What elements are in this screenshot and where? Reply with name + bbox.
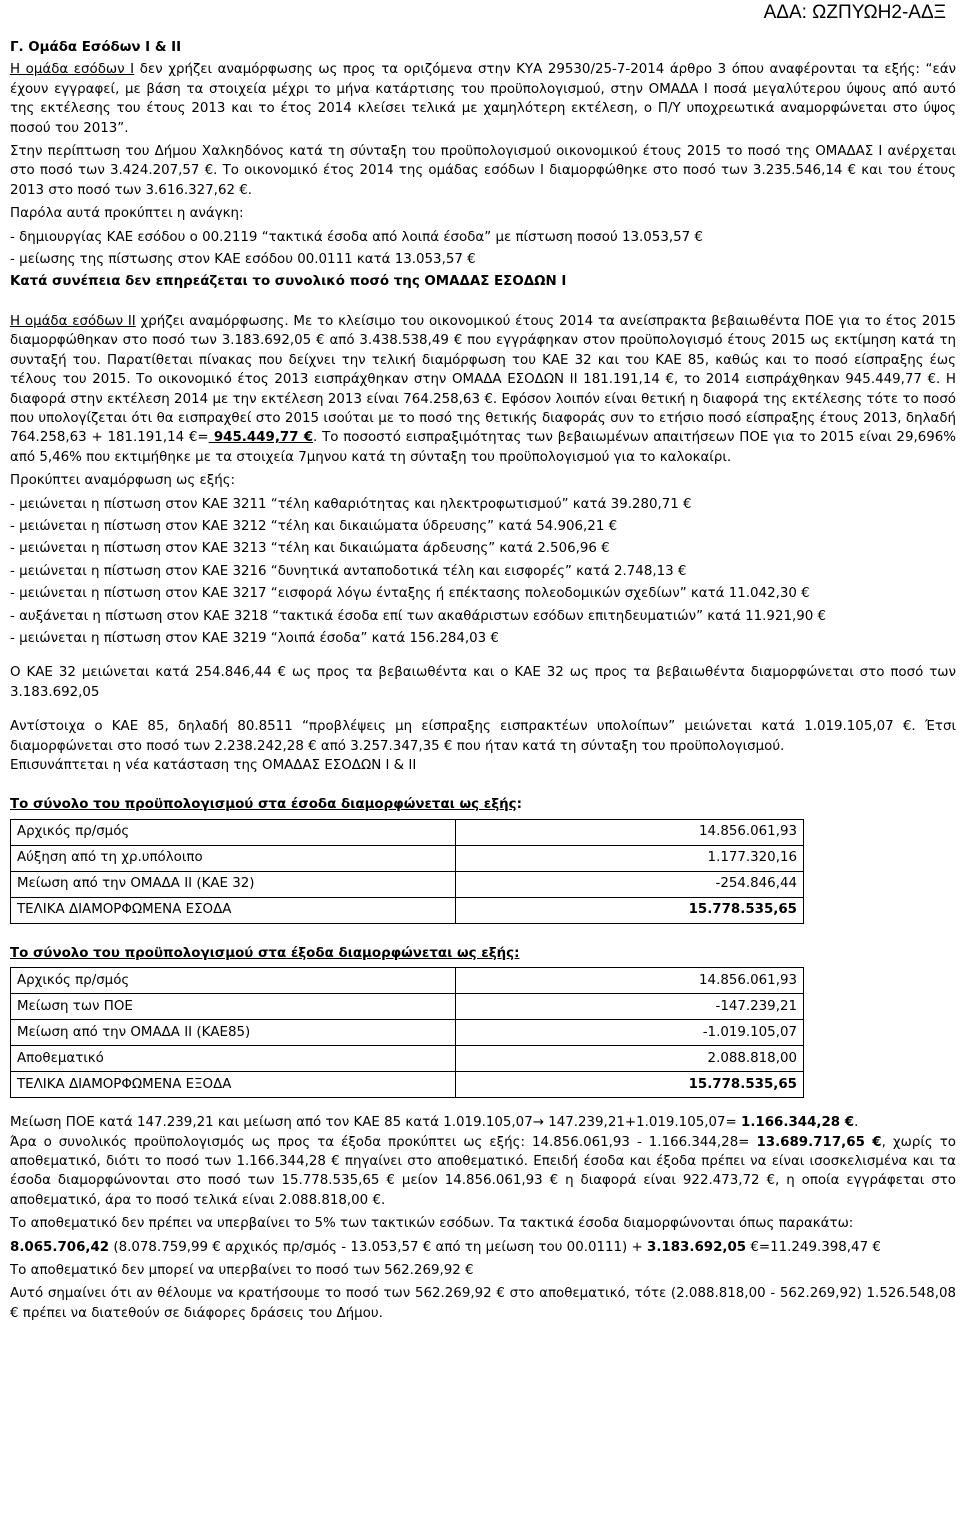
reform-item: - μειώνεται η πίστωση στον ΚΑΕ 3217 “εισφορά λόγω ένταξης ή επέκτασης πολεοδομικών σχεδίων” κατά 11.042,30 €: [10, 586, 810, 602]
closing-p2-text: Άρα ο συνολικός προϋπολογισμός ως προς τα έξοδα προκύπτει ως εξής: 14.856.061,93 - 1.166.344,28=: [10, 1134, 757, 1150]
reform-item: - μειώνεται η πίστωση στον ΚΑΕ 3212 “τέλη και δικαιώματα ύδρευσης” κατά 54.906,21 €: [10, 518, 618, 534]
row-value: 1.177.320,16: [456, 845, 804, 871]
table-row: [11, 1020, 804, 1046]
calc-result: €=11.249.398,47 €: [746, 1239, 881, 1255]
poe-reduction-line: [10, 1113, 956, 1132]
group1-conclusion: Κατά συνέπεια δεν επηρεάζεται το συνολικό ποσό της ΟΜΑΔΑΣ ΕΣΟΔΩΝ Ι: [10, 274, 567, 290]
table-row: [11, 968, 804, 994]
ada-code: ΑΔΑ: ΩΖΠΥΩΗ2-ΑΔΞ: [763, 2, 946, 23]
row-label: ΤΕΛΙΚΑ ΔΙΑΜΟΡΦΩΜΕΝΑ ΕΞΟΔΑ: [11, 1072, 456, 1098]
group2-paragraph: [10, 312, 956, 467]
group2-label: Η ομάδα εσόδων ΙΙ: [10, 313, 136, 329]
kae32-paragraph: Ο ΚΑΕ 32 μειώνεται κατά 254.846,44 € ως προς τα βεβαιωθέντα και ο ΚΑΕ 32 ως προς τα βεβαιωθέντα διαμορφώνεται στο ποσό των 3.183.692,05: [10, 665, 956, 700]
calc-text: (8.078.759,99 € αρχικός πρ/σμός - 13.053,57 € από τη μείωση του 00.0111) +: [109, 1239, 647, 1255]
row-label: Μείωση από την ΟΜΑΔΑ ΙΙ (ΚΑΕ 32): [11, 871, 456, 897]
table-row: [11, 994, 804, 1020]
table-row: [11, 845, 804, 871]
expense-table-title: Το σύνολο του προϋπολογισμού στα έξοδα διαμορφώνεται ως εξής:: [10, 945, 520, 961]
closing-p1-text: Μείωση ΠΟΕ κατά 147.239,21 και μείωση από τον ΚΑΕ 85 κατά 1.019.105,07→ 147.239,21+1.019.105,07=: [10, 1115, 741, 1131]
closing-p2-total: 13.689.717,65 €: [756, 1134, 882, 1150]
reform-item: - μειώνεται η πίστωση στον ΚΑΕ 3216 “δυνητικά ανταποδοτικά τέλη και εισφορές” κατά 2.748,13 €: [10, 563, 687, 579]
row-label: Αρχικός πρ/σμός: [11, 968, 456, 994]
reform-intro: Προκύπτει αναμόρφωση ως εξής:: [10, 473, 236, 489]
closing-p1-end: .: [854, 1115, 859, 1131]
row-label: Μείωση από την ΟΜΑΔΑ ΙΙ (ΚΑΕ85): [11, 1020, 456, 1046]
section-title: Γ. Ομάδα Εσόδων Ι & ΙΙ: [10, 40, 182, 55]
new-state-line: Επισυνάπτεται η νέα κατάσταση της ΟΜΑΔΑΣ ΕΣΟΔΩΝ Ι & ΙΙ: [10, 758, 417, 773]
document-body: [10, 38, 956, 1323]
closing-p2-rest: , χωρίς το αποθεματικό, διότι το ποσό των 1.166.344,28 € πηγαίνει στο αποθεματικό. Επειδή έσοδα και έξοδα πρέπει να είναι ισοσκελισμένα και τα έσοδα διαμορφώνονται στο ποσό των 15.778.535,65 € μείον 14.856.061,93 € η διαφορά είναι 922.473,72 €, η οποία εγγράφεται στο αποθεματικό, άρα το ποσό τελικά είναι 2.088.818,00 €.: [10, 1134, 956, 1208]
row-label: ΤΕΛΙΚΑ ΔΙΑΜΟΡΦΩΜΕΝΑ ΕΣΟΔΑ: [11, 897, 456, 923]
group1-intro: [10, 60, 956, 138]
row-label: Αύξηση από τη χρ.υπόλοιπο: [11, 845, 456, 871]
group2-total: 945.449,77 €: [208, 430, 314, 446]
final-paragraph: Αυτό σημαίνει ότι αν θέλουμε να κρατήσουμε το ποσό των 562.269,92 € στο αποθεματικό, τότε (2.088.818,00 - 562.269,92) 1.526.548,08 € πρέπει να διατεθούν σε διάφορες δράσεις του Δήμου.: [10, 1286, 956, 1321]
reform-item: - μειώνεται η πίστωση στον ΚΑΕ 3213 “τέλη και δικαιώματα άρδευσης” κατά 2.506,96 €: [10, 541, 610, 557]
row-value: -1.019.105,07: [456, 1020, 804, 1046]
table-row: [11, 819, 804, 845]
closing-p1-total: 1.166.344,28 €: [741, 1115, 855, 1131]
reform-item: - μειώνεται η πίστωση στον ΚΑΕ 3219 “λοιπά έσοδα” κατά 156.284,03 €: [10, 630, 499, 646]
reserve-limit-paragraph: Το αποθεματικό δεν πρέπει να υπερβαίνει το 5% των τακτικών εσόδων. Τα τακτικά έσοδα διαμορφώνονται όπως παρακάτω:: [10, 1216, 854, 1232]
revenue-title-colon: :: [516, 797, 522, 813]
reserve-max-line: Το αποθεματικό δεν μπορεί να υπερβαίνει το ποσό των 562.269,92 €: [10, 1263, 474, 1279]
total-expenses-paragraph: [10, 1133, 956, 1211]
revenue-title-text: Το σύνολο του προϋπολογισμού στα έσοδα διαμορφώνεται ως εξής: [10, 797, 517, 813]
expense-table: [10, 967, 804, 1098]
table-row: [11, 1072, 804, 1098]
row-value: 2.088.818,00: [456, 1046, 804, 1072]
kae85-paragraph: Αντίστοιχα ο ΚΑΕ 85, δηλαδή 80.8511 “προβλέψεις μη είσπραξης εισπρακτέων υπολοίπων” μειώνεται κατά 1.019.105,07 €. Έτσι διαμορφώνεται στο ποσό των 2.238.242,28 € από 3.257.347,35 € που ήταν κατά τη σύνταξη του προϋπολογισμού.: [10, 719, 956, 754]
row-value: -147.239,21: [456, 994, 804, 1020]
table-row: [11, 897, 804, 923]
table-row: [11, 1046, 804, 1072]
row-label: Μείωση των ΠΟΕ: [11, 994, 456, 1020]
group1-intro-text: δεν χρήζει αναμόρφωσης ως προς τα οριζόμενα στην ΚΥΑ 29530/25-7-2014 άρθρο 3 όπου αναφέρονται τα εξής: “εάν έχουν εγγραφεί, με βάση τα στοιχεία μέχρι το μήνα κατάρτισης του προϋπολογισμού, στην ΟΜΑΔΑ Ι ποσά μεγαλύτερου ύψους από αυτό της εκτέλεσης του έτους 2013 και το έτος 2014 κλείσει τελικά με χαμηλότερη εκτέλεση, ο Π/Υ υποχρεωτικά αναμορφώνεται στο ύψος ποσού του 2013”.: [10, 62, 957, 136]
group1-label: Η ομάδα εσόδων Ι: [10, 62, 135, 78]
regular-revenue-calc: [10, 1238, 956, 1257]
group1-item: - μείωσης της πίστωσης στον ΚΑΕ εσόδου 00.0111 κατά 13.053,57 €: [10, 252, 476, 268]
group1-case: Στην περίπτωση του Δήμου Χαλκηδόνος κατά τη σύνταξη του προϋπολογισμού οικονομικού έτους 2015 το ποσό της ΟΜΑΔΑΣ Ι ανέρχεται στο ποσό των 3.424.207,57 €. Το οικονομικό έτος 2014 της ομάδας εσόδων Ι διαμορφώθηκε στο ποσό των 3.235.546,14 € και του έτους 2013 στο ποσό των 3.616.327,62 €.: [10, 144, 956, 198]
row-label: Αποθεματικό: [11, 1046, 456, 1072]
reform-item: - μειώνεται η πίστωση στον ΚΑΕ 3211 “τέλη καθαριότητας και ηλεκτροφωτισμού” κατά 39.280,71 €: [10, 496, 692, 512]
calc-value-b: 3.183.692,05: [647, 1239, 747, 1255]
group1-need: Παρόλα αυτά προκύπτει η ανάγκη:: [10, 206, 244, 222]
row-value: -254.846,44: [456, 871, 804, 897]
calc-value-a: 8.065.706,42: [10, 1239, 110, 1255]
row-value: 15.778.535,65: [456, 897, 804, 923]
revenue-table: [10, 819, 804, 924]
group2-text-a: χρήζει αναμόρφωσης. Με το κλείσιμο του οικονομικού έτους 2014 τα ανείσπρακτα βεβαιωθέντα ΠΟΕ για το έτος 2015 διαμορφώθηκαν στο ποσό των 3.183.692,05 € από 3.438.538,49 € που εγγράφηκαν στον προϋπολογισμό έτους 2015 ως εκτίμηση κατά τη συνταξή του. Παρατίθεται πίνακας που δείχνει την τελική διαμόρφωση του ΚΑΕ 32 και του ΚΑΕ 85, καθώς και το ποσό είσπραξης έως τέλους του 2015. Το οικονομικό έτος 2013 εισπράχθηκαν στην ΟΜΑΔΑ ΕΣΟΔΩΝ ΙΙ 181.191,14 €, το 2014 εισπράχθηκαν 945.449,77 €. Η διαφορά στην εκτέλεση 2014 με την εκτέλεση 2013 είναι 764.258,63 €. Εφόσον λοιπόν είναι θετική η διαφορά της εκτέλεσης τότε το ποσό που υπολογίζεται ότι θα εισπραχθεί στο 2015 ισούται με το ποσό της θετικής διαφοράς συν το ετήσιο ποσό είσπραξης έτους 2013, δηλαδή 764.258,63 + 181.191,14 €=: [10, 313, 956, 446]
row-value: 14.856.061,93: [456, 819, 804, 845]
row-value: 15.778.535,65: [456, 1072, 804, 1098]
revenue-table-title: [10, 795, 956, 814]
row-label: Αρχικός πρ/σμός: [11, 819, 456, 845]
row-value: 14.856.061,93: [456, 968, 804, 994]
group1-item: - δημιουργίας ΚΑΕ εσόδου ο 00.2119 “τακτικά έσοδα από λοιπά έσοδα” με πίστωση ποσού 13.053,57 €: [10, 229, 703, 245]
group2-text-b: . Το ποσοστό εισπραξιμότητας των βεβαιωμένων απαιτήσεων ΠΟΕ για το 2015 είναι 29,696% από 5,46% που εκτιμήθηκε με τα στοιχεία 7μηνου κατά τη σύνταξη του προϋπολογισμού για το καλοκαίρι.: [10, 430, 957, 465]
reform-item: - αυξάνεται η πίστωση στον ΚΑΕ 3218 “τακτικά έσοδα επί των ακαθάριστων εσόδων επιτηδευματιών” κατά 11.921,90 €: [10, 608, 827, 624]
table-row: [11, 871, 804, 897]
